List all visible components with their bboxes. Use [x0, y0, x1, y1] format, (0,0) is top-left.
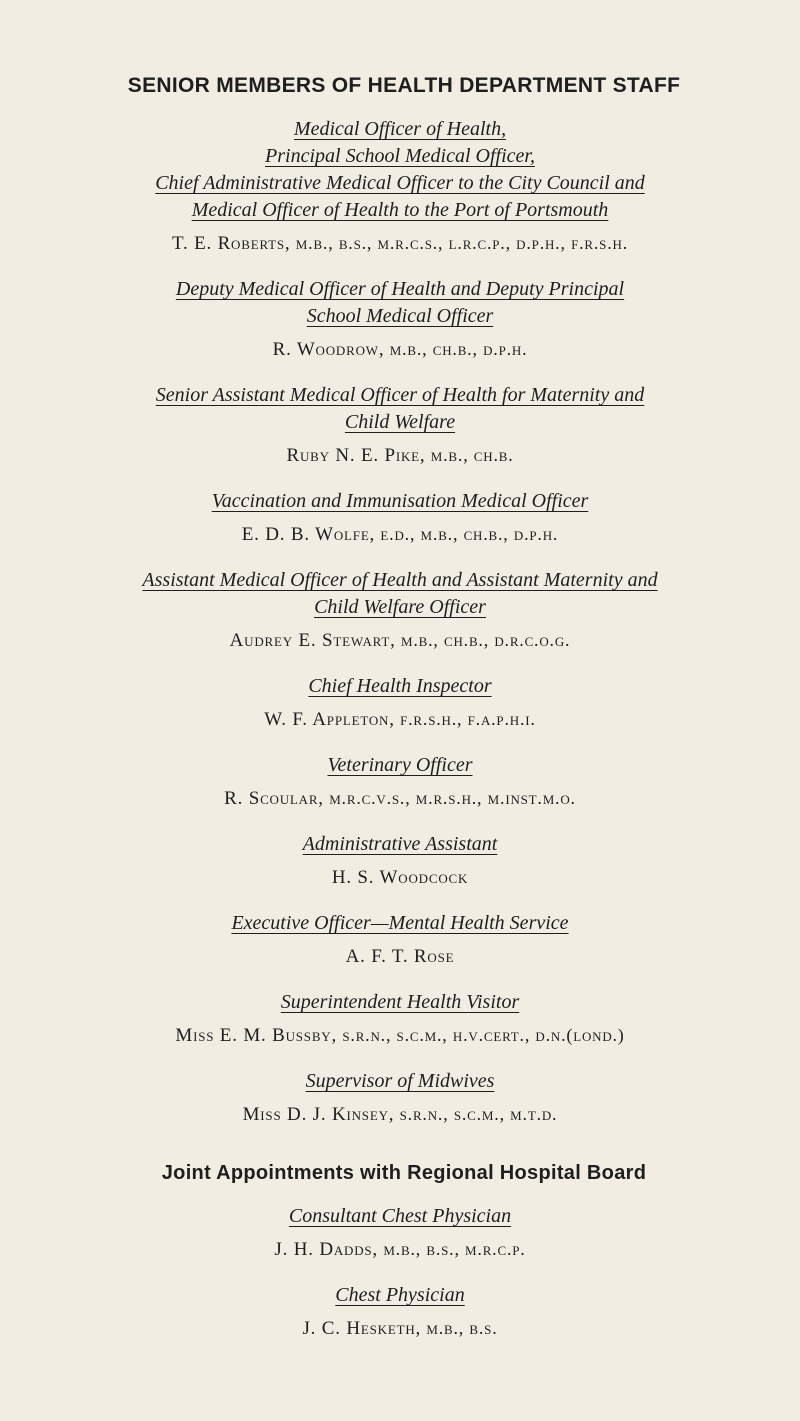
- person-line: [0, 231, 800, 256]
- person-line: [0, 337, 800, 362]
- person-qualifications: f.r.s.h., f.a.p.h.i.: [400, 709, 536, 729]
- person-name: T. E. Roberts,: [171, 233, 291, 254]
- person-line: [0, 865, 800, 890]
- staff-entry: [0, 1203, 800, 1262]
- position-title: [0, 567, 800, 621]
- position-title: [0, 831, 800, 858]
- person-line: [0, 1316, 800, 1341]
- position-title: [0, 1282, 800, 1309]
- joint-appointments-heading: Joint Appointments with Regional Hospital Board: [161, 1162, 647, 1184]
- position-title-line: Administrative Assistant: [302, 833, 498, 855]
- person-line: [0, 707, 800, 732]
- position-title-line: Chief Administrative Medical Officer to the City Council and: [155, 172, 645, 194]
- person-name: H. S. Woodcock: [331, 867, 469, 888]
- position-title: [0, 488, 800, 515]
- person-qualifications: s.r.n., s.c.m., h.v.cert., d.n.(lond.): [342, 1025, 625, 1045]
- staff-entry: [0, 1068, 800, 1127]
- person-line: [0, 443, 800, 468]
- person-line: [0, 1102, 800, 1127]
- person-name: Audrey E. Stewart,: [229, 630, 396, 651]
- position-title-line: Assistant Medical Officer of Health and Assistant Maternity and: [142, 569, 658, 591]
- position-title: [0, 382, 800, 436]
- position-title: [0, 752, 800, 779]
- position-title-line: Principal School Medical Officer,: [265, 145, 535, 167]
- position-title-line: Chest Physician: [335, 1284, 465, 1306]
- position-title: [0, 1203, 800, 1230]
- position-title-line: Superintendent Health Visitor: [280, 991, 520, 1013]
- person-qualifications: m.b., b.s., m.r.c.s., l.r.c.p., d.p.h., f.r.s.h.: [295, 233, 628, 253]
- position-title: [0, 1068, 800, 1095]
- position-title: [0, 116, 800, 224]
- person-name: J. H. Dadds,: [274, 1239, 378, 1260]
- position-title-line: Medical Officer of Health,: [293, 118, 507, 140]
- staff-list: [0, 116, 800, 1127]
- staff-entry: [0, 382, 800, 468]
- person-qualifications: s.r.n., s.c.m., m.t.d.: [399, 1104, 558, 1124]
- position-title: [0, 276, 800, 330]
- staff-entry: [0, 673, 800, 732]
- position-title-line: Consultant Chest Physician: [288, 1205, 512, 1227]
- position-title-line: Deputy Medical Officer of Health and Deputy Principal: [175, 278, 625, 300]
- staff-entry: [0, 910, 800, 969]
- person-line: [0, 1237, 800, 1262]
- position-title: [0, 910, 800, 937]
- staff-entry: [0, 488, 800, 547]
- staff-entry: [0, 1282, 800, 1341]
- staff-entry: [0, 831, 800, 890]
- position-title: [0, 989, 800, 1016]
- position-title-line: Chief Health Inspector: [308, 675, 492, 697]
- person-qualifications: m.r.c.v.s., m.r.s.h., m.inst.m.o.: [329, 788, 576, 808]
- position-title-line: Veterinary Officer: [327, 754, 473, 776]
- person-line: [0, 944, 800, 969]
- person-name: R. Woodrow,: [272, 339, 385, 360]
- person-qualifications: e.d., m.b., ch.b., d.p.h.: [380, 524, 559, 544]
- position-title-line: Supervisor of Midwives: [305, 1070, 495, 1092]
- page-title: SENIOR MEMBERS OF HEALTH DEPARTMENT STAFF: [127, 74, 681, 97]
- person-name: W. F. Appleton,: [264, 709, 395, 730]
- person-qualifications: m.b., b.s.: [426, 1318, 498, 1338]
- staff-entry: [0, 116, 800, 256]
- person-name: R. Scoular,: [224, 788, 324, 809]
- person-qualifications: m.b., ch.b., d.p.h.: [389, 339, 528, 359]
- staff-entry: [0, 752, 800, 811]
- staff-entry: [0, 276, 800, 362]
- person-name: Miss E. M. Bussby,: [175, 1025, 338, 1046]
- person-name: J. C. Hesketh,: [302, 1318, 422, 1339]
- position-title-line: Medical Officer of Health to the Port of Portsmouth: [191, 199, 609, 221]
- staff-entry: [0, 567, 800, 653]
- person-line: [0, 786, 800, 811]
- joint-appointments-list: [0, 1203, 800, 1341]
- person-line: [0, 522, 800, 547]
- position-title-line: Child Welfare Officer: [314, 596, 486, 618]
- position-title-line: School Medical Officer: [306, 305, 494, 327]
- person-qualifications: m.b., b.s., m.r.c.p.: [383, 1239, 526, 1259]
- position-title: [0, 673, 800, 700]
- person-name: Miss D. J. Kinsey,: [242, 1104, 395, 1125]
- person-qualifications: m.b., ch.b.: [430, 445, 514, 465]
- person-name: A. F. T. Rose: [345, 946, 455, 967]
- position-title-line: Child Welfare: [344, 411, 456, 433]
- person-qualifications: m.b., ch.b., d.r.c.o.g.: [400, 630, 571, 650]
- person-line: [0, 1023, 800, 1048]
- position-title-line: Senior Assistant Medical Officer of Health for Maternity and: [155, 384, 645, 406]
- person-name: Ruby N. E. Pike,: [286, 445, 426, 466]
- person-name: E. D. B. Wolfe,: [241, 524, 376, 545]
- position-title-line: Vaccination and Immunisation Medical Officer: [211, 490, 589, 512]
- position-title-line: Executive Officer—Mental Health Service: [231, 912, 569, 934]
- person-line: [0, 628, 800, 653]
- staff-entry: [0, 989, 800, 1048]
